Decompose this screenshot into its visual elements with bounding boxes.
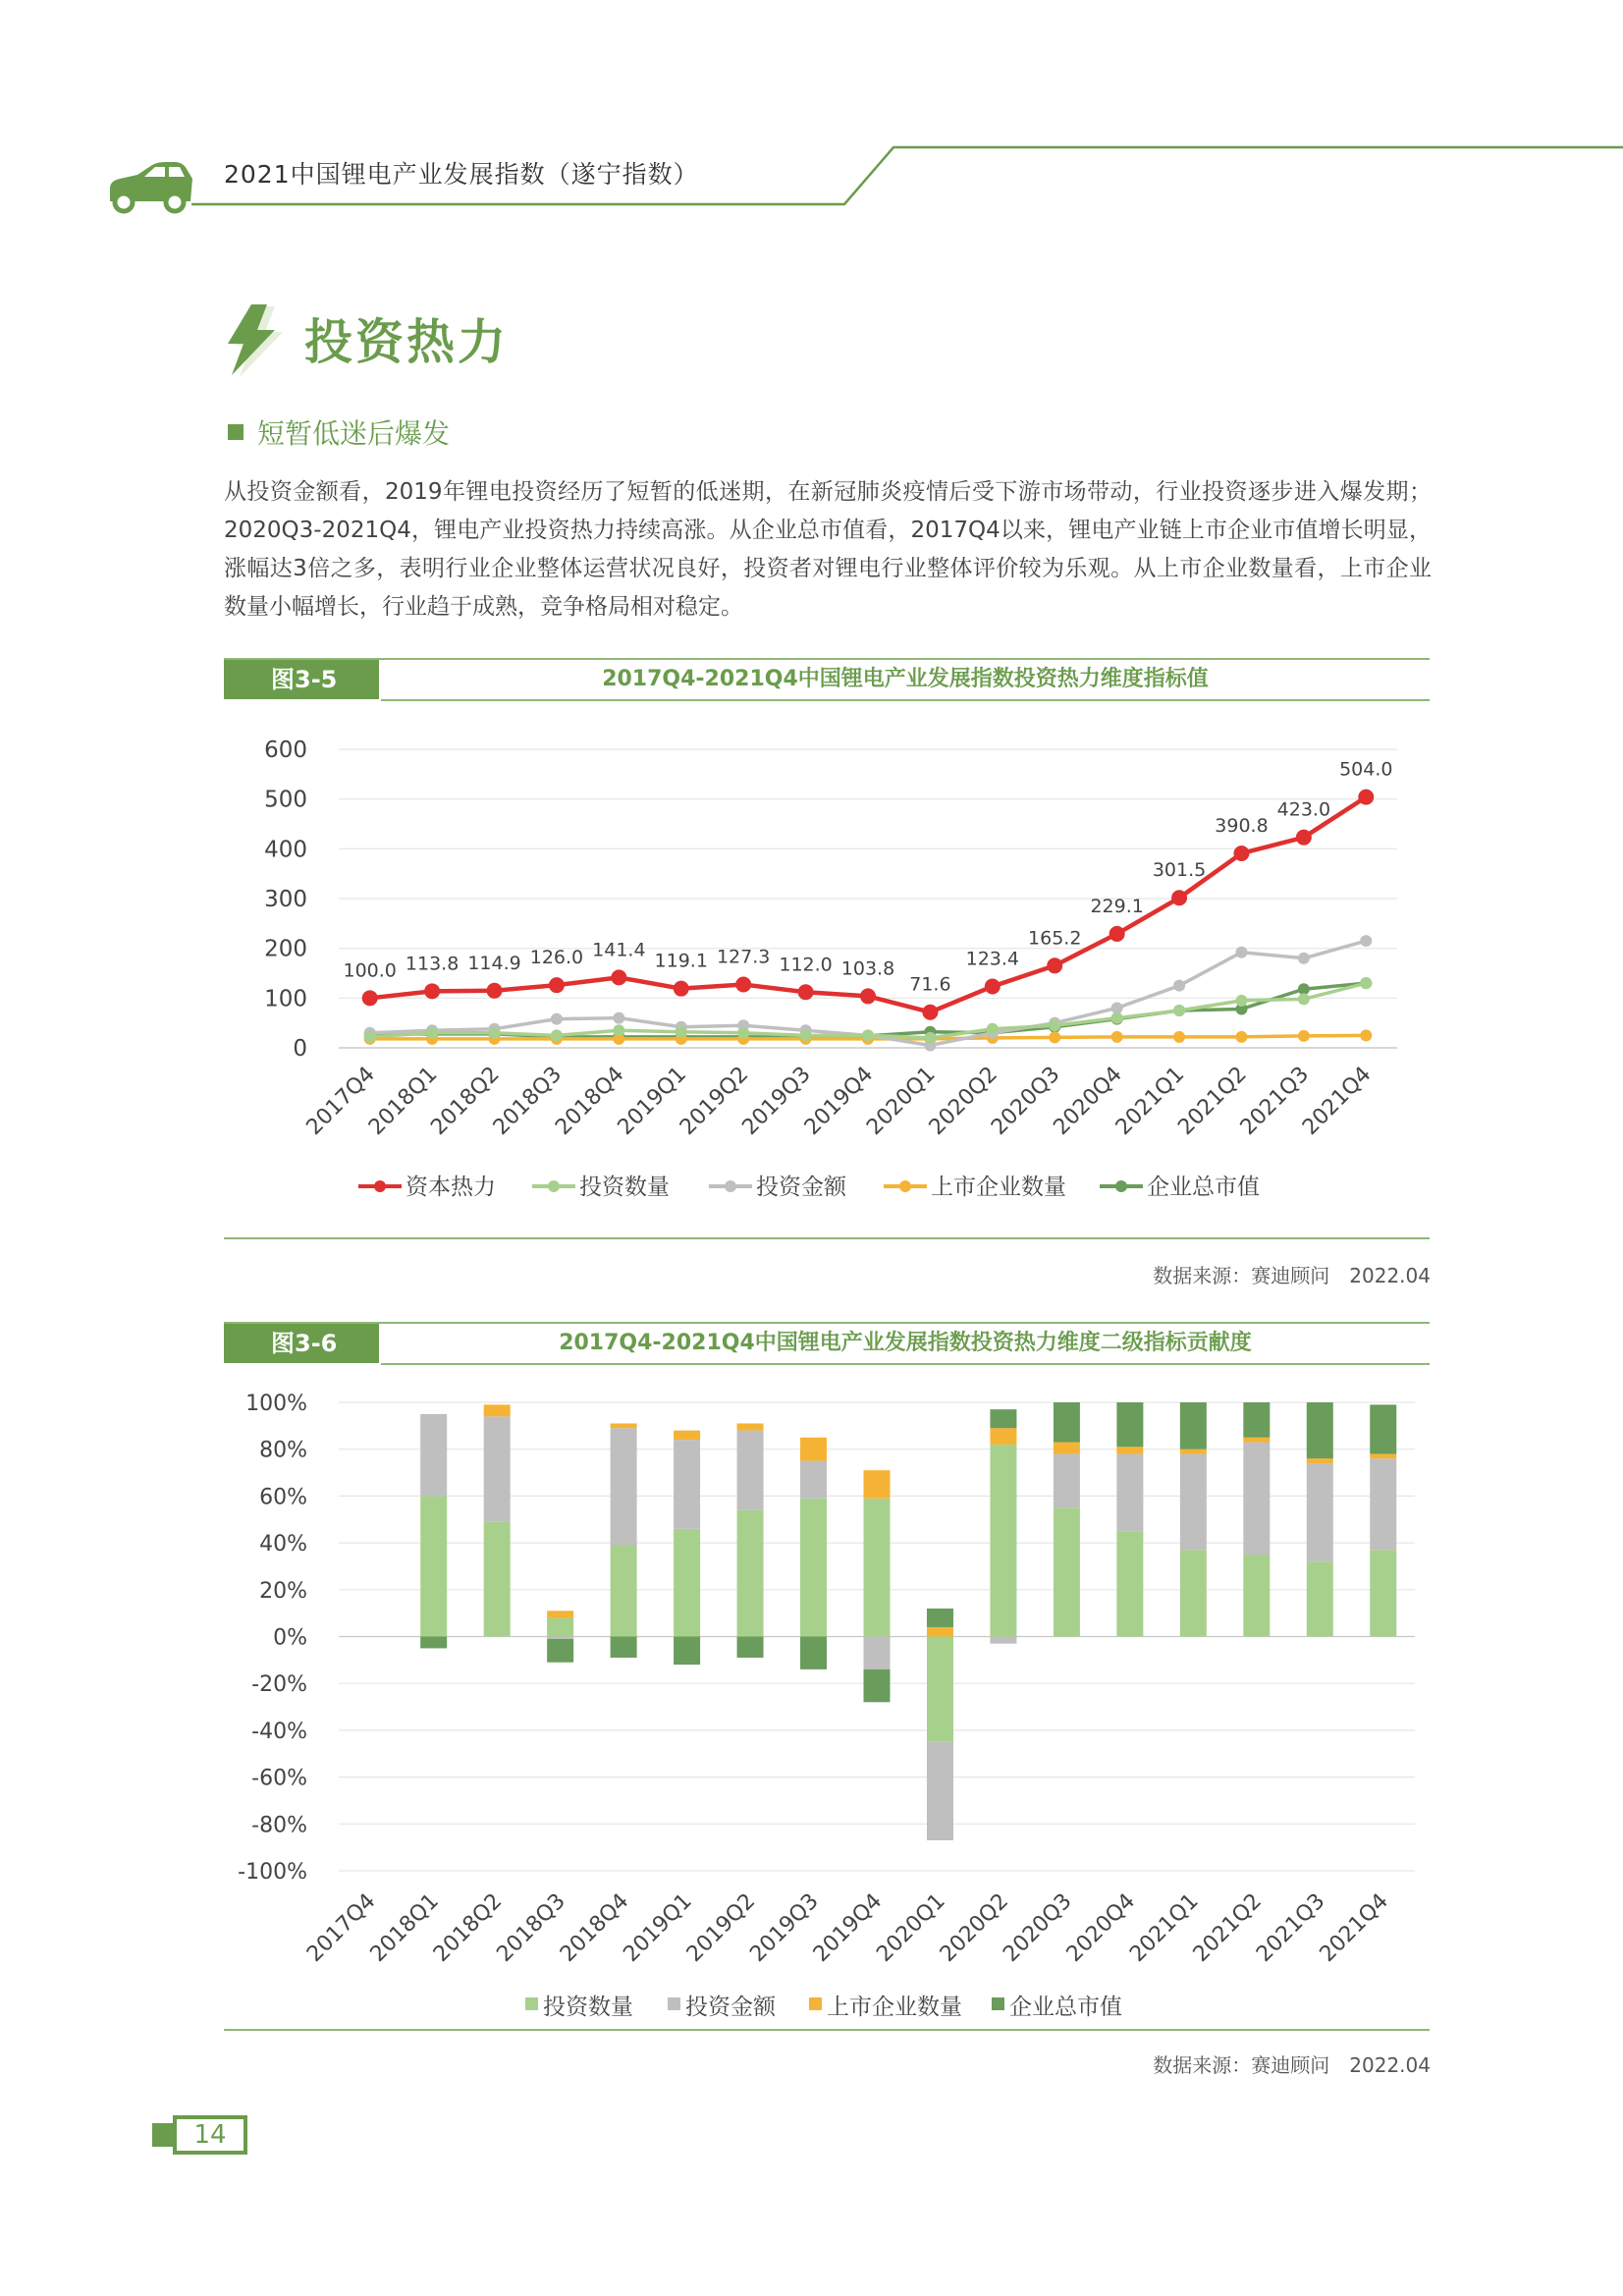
x-tick-label: 2019Q1 [619, 1888, 697, 1967]
data-label: 112.0 [779, 954, 833, 976]
bar-segment [864, 1499, 891, 1637]
bar-segment [1054, 1402, 1080, 1443]
x-tick-label: 2018Q1 [363, 1062, 443, 1140]
data-point [426, 1027, 438, 1039]
bar-segment [927, 1627, 953, 1637]
bar-segment [1054, 1443, 1080, 1454]
data-point [487, 983, 503, 999]
bar-segment [990, 1428, 1016, 1445]
y-tick-label: 200 [264, 936, 307, 962]
bar-segment [674, 1637, 700, 1666]
y-tick-label: -100% [238, 1860, 307, 1885]
data-point [735, 977, 751, 993]
data-point [1047, 957, 1062, 973]
y-tick-label: 60% [259, 1485, 307, 1510]
data-point [1235, 995, 1247, 1007]
data-point [613, 1012, 624, 1024]
bar-segment [1243, 1438, 1270, 1443]
data-point [1298, 953, 1310, 964]
data-label: 126.0 [529, 947, 584, 969]
data-label: 113.8 [405, 953, 460, 975]
bar-segment [484, 1522, 511, 1637]
data-point [1298, 993, 1310, 1005]
bar-segment [611, 1428, 637, 1545]
y-tick-label: 0% [273, 1625, 307, 1651]
bar-segment [1180, 1453, 1207, 1550]
x-tick-label: 2021Q1 [1125, 1888, 1204, 1967]
data-point [1049, 1031, 1060, 1043]
x-tick-label: 2020Q1 [862, 1062, 941, 1140]
bar-segment [547, 1611, 573, 1617]
data-point [1358, 790, 1374, 805]
bar-segment [864, 1637, 891, 1669]
x-tick-label: 2019Q4 [799, 1062, 879, 1140]
figure-source: 数据来源：赛迪顾问 2022.04 [1153, 1264, 1431, 1287]
x-tick-label: 2019Q4 [808, 1888, 888, 1967]
bar-segment [800, 1637, 827, 1669]
x-tick-label: 2018Q2 [426, 1062, 505, 1140]
data-point [551, 1029, 563, 1041]
figure-title-rule [381, 1363, 1430, 1365]
legend-label: 投资金额 [685, 1995, 776, 2020]
x-tick-label: 2019Q3 [737, 1062, 816, 1140]
data-point [613, 1024, 624, 1036]
data-point [1111, 1012, 1123, 1024]
legend-label: 资本热力 [406, 1175, 496, 1200]
bar-segment [1054, 1507, 1080, 1636]
data-point [551, 1013, 563, 1025]
x-tick-label: 2017Q4 [301, 1062, 380, 1140]
bar-segment [674, 1431, 700, 1441]
legend-marker [1115, 1180, 1127, 1192]
x-tick-label: 2018Q1 [365, 1888, 444, 1967]
bar-segment [1243, 1555, 1270, 1636]
legend-label: 投资数量 [543, 1995, 633, 2020]
data-point [362, 990, 378, 1006]
data-label: 165.2 [1028, 927, 1082, 950]
subsection-title: 短暂低迷后爆发 [257, 417, 451, 450]
bar-segment [864, 1470, 891, 1499]
legend-swatch [525, 1997, 538, 2010]
x-tick-label: 2021Q4 [1315, 1888, 1394, 1967]
legend-marker [725, 1180, 736, 1192]
x-tick-label: 2018Q3 [488, 1062, 568, 1140]
y-tick-label: 80% [259, 1438, 307, 1463]
data-point [985, 978, 1001, 994]
data-label: 390.8 [1215, 814, 1269, 837]
x-tick-label: 2019Q2 [681, 1888, 761, 1967]
lightning-bolt-icon [218, 302, 297, 381]
bar-segment [420, 1414, 447, 1496]
data-point [549, 977, 565, 993]
bar-segment [864, 1669, 891, 1702]
bar-segment [927, 1609, 953, 1627]
y-tick-label: -20% [251, 1672, 307, 1698]
data-point [737, 1027, 749, 1039]
battery-tab-icon [152, 2123, 174, 2147]
x-tick-label: 2018Q4 [551, 1062, 629, 1140]
bar-segment [1370, 1404, 1396, 1453]
bar-segment [420, 1496, 447, 1636]
x-tick-label: 2019Q2 [676, 1062, 754, 1140]
document-title: 2021中国锂电产业发展指数（遂宁指数） [224, 160, 699, 189]
bar-segment [737, 1423, 764, 1430]
data-point [862, 1029, 874, 1041]
y-tick-label: -80% [251, 1813, 307, 1838]
bar-segment [611, 1545, 637, 1636]
bar-segment [420, 1637, 447, 1649]
figure-title-rule [381, 699, 1430, 701]
bar-segment [1370, 1458, 1396, 1550]
x-tick-label: 2020Q2 [935, 1888, 1014, 1967]
figure-source: 数据来源：赛迪顾问 2022.04 [1153, 2053, 1431, 2077]
data-point [800, 1029, 812, 1041]
x-tick-label: 2018Q3 [492, 1888, 570, 1967]
data-point [924, 1032, 936, 1044]
y-tick-label: 0 [293, 1036, 307, 1062]
data-point [1360, 1029, 1372, 1041]
bar-segment [1307, 1402, 1333, 1458]
data-label: 123.4 [965, 948, 1020, 970]
bar-segment [1243, 1443, 1270, 1555]
x-tick-label: 2017Q4 [302, 1888, 381, 1967]
subsection-heading [228, 412, 450, 452]
legend-marker [548, 1180, 560, 1192]
legend-label: 投资数量 [579, 1175, 670, 1200]
x-tick-label: 2020Q4 [1061, 1888, 1141, 1967]
legend-label: 企业总市值 [1009, 1995, 1122, 2020]
data-label: 127.3 [716, 946, 771, 968]
data-point [1109, 926, 1125, 942]
bar-segment [611, 1637, 637, 1658]
bar-segment [611, 1423, 637, 1428]
data-point [1360, 935, 1372, 947]
bar-segment [547, 1639, 573, 1663]
data-point [674, 981, 689, 997]
y-tick-label: 100% [245, 1392, 307, 1416]
x-tick-label: 2020Q4 [1049, 1062, 1127, 1140]
data-point [860, 988, 876, 1004]
data-point [798, 984, 814, 1000]
data-label: 141.4 [592, 939, 646, 961]
data-label: 119.1 [654, 950, 708, 972]
figure-title: 2017Q4-2021Q4中国锂电产业发展指数投资热力维度二级指标贡献度 [559, 1331, 1252, 1355]
data-label: 114.9 [467, 952, 521, 974]
data-point [611, 969, 626, 985]
legend-label: 上市企业数量 [827, 1995, 962, 2020]
data-point [1360, 977, 1372, 989]
figure-bottom-rule [224, 2029, 1430, 2031]
bar-segment [1307, 1458, 1333, 1463]
y-tick-label: 300 [264, 887, 307, 912]
data-point [1173, 980, 1185, 992]
x-tick-label: 2018Q4 [555, 1888, 634, 1967]
bar-segment [1370, 1550, 1396, 1636]
y-tick-label: -40% [251, 1719, 307, 1744]
bar-segment [737, 1510, 764, 1637]
y-tick-label: 400 [264, 837, 307, 863]
bar-segment [674, 1529, 700, 1637]
bar-segment [737, 1637, 764, 1658]
page-number: 14 [173, 2115, 247, 2155]
figure-label: 图3-6 [224, 1324, 379, 1363]
data-point [489, 1027, 501, 1039]
bar-segment [990, 1409, 1016, 1428]
section-title: 投资热力 [304, 314, 510, 370]
bar-segment [927, 1637, 953, 1742]
bar-segment [1243, 1402, 1270, 1438]
bar-segment [1180, 1402, 1207, 1449]
data-point [922, 1005, 938, 1020]
legend-swatch [992, 1997, 1004, 2010]
data-label: 301.5 [1152, 859, 1207, 882]
data-point [424, 983, 440, 999]
figure-title: 2017Q4-2021Q4中国锂电产业发展指数投资热力维度指标值 [602, 667, 1209, 691]
data-point [676, 1026, 687, 1038]
line-chart [224, 707, 1430, 1218]
data-label: 423.0 [1276, 798, 1331, 821]
x-tick-label: 2020Q2 [924, 1062, 1003, 1140]
x-tick-label: 2021Q1 [1110, 1062, 1190, 1140]
y-tick-label: 500 [264, 787, 307, 813]
bar-segment [547, 1637, 573, 1639]
x-tick-label: 2021Q3 [1235, 1062, 1315, 1140]
header-graphic [0, 0, 1623, 226]
data-label: 229.1 [1090, 895, 1144, 917]
figure-label: 图3-5 [224, 660, 379, 699]
bar-segment [1116, 1531, 1143, 1636]
bar-segment [1116, 1447, 1143, 1453]
legend-marker [374, 1180, 386, 1192]
legend-label: 投资金额 [756, 1175, 846, 1200]
x-tick-label: 2020Q1 [872, 1888, 950, 1967]
x-tick-label: 2019Q1 [613, 1062, 692, 1140]
bar-segment [990, 1637, 1016, 1644]
x-tick-label: 2021Q2 [1173, 1062, 1252, 1140]
bar-segment [800, 1499, 827, 1637]
data-point [1049, 1019, 1060, 1031]
x-tick-label: 2021Q2 [1188, 1888, 1268, 1967]
y-tick-label: 600 [264, 738, 307, 763]
x-tick-label: 2018Q2 [429, 1888, 508, 1967]
data-point [1296, 830, 1312, 846]
bar-segment [1116, 1402, 1143, 1447]
data-point [1173, 1005, 1185, 1016]
bar-segment [737, 1431, 764, 1510]
y-tick-label: 40% [259, 1532, 307, 1558]
bar-segment [800, 1461, 827, 1499]
y-tick-label: 20% [259, 1578, 307, 1604]
legend-swatch [668, 1997, 680, 2010]
y-tick-label: -60% [251, 1766, 307, 1791]
stacked-bar-chart [224, 1370, 1430, 2038]
bar-segment [800, 1438, 827, 1461]
data-point [987, 1023, 999, 1035]
figure-bottom-rule [224, 1237, 1430, 1239]
bar-segment [1370, 1453, 1396, 1458]
bar-segment [1307, 1561, 1333, 1636]
data-point [1171, 890, 1187, 905]
bar-segment [1180, 1449, 1207, 1454]
legend-marker [899, 1180, 911, 1192]
data-point [1173, 1031, 1185, 1043]
bar-segment [927, 1742, 953, 1840]
bar-segment [484, 1416, 511, 1521]
data-point [1111, 1031, 1123, 1043]
legend-swatch [809, 1997, 822, 2010]
y-tick-label: 100 [264, 986, 307, 1012]
square-bullet-icon [228, 424, 243, 440]
car-icon [110, 162, 192, 211]
x-tick-label: 2021Q4 [1298, 1062, 1377, 1140]
x-tick-label: 2020Q3 [999, 1888, 1077, 1967]
bar-segment [1054, 1453, 1080, 1507]
legend-label: 企业总市值 [1147, 1175, 1260, 1200]
data-label: 100.0 [343, 959, 397, 982]
x-tick-label: 2021Q3 [1252, 1888, 1330, 1967]
data-point [1235, 1031, 1247, 1043]
bar-segment [1116, 1453, 1143, 1531]
data-label: 103.8 [840, 957, 895, 980]
bar-segment [990, 1445, 1016, 1637]
bar-segment [1307, 1463, 1333, 1561]
data-point [364, 1031, 376, 1043]
bar-segment [547, 1617, 573, 1636]
data-point [1235, 947, 1247, 958]
x-tick-label: 2020Q3 [987, 1062, 1065, 1140]
bar-segment [1180, 1550, 1207, 1636]
bar-segment [484, 1404, 511, 1416]
data-label: 504.0 [1339, 758, 1393, 781]
legend-label: 上市企业数量 [931, 1175, 1066, 1200]
x-tick-label: 2019Q3 [745, 1888, 824, 1967]
data-point [1233, 846, 1249, 861]
body-paragraph: 从投资金额看，2019年锂电投资经历了短暂的低迷期，在新冠肺炎疫情后受下游市场带动，行业投资逐步进入爆发期；2020Q3-2021Q4，锂电产业投资热力持续高涨。从企业总市值看，2017Q4以来，锂电产业链上市企业市值增长明显，涨幅达3倍之多，表明行业企业整体运营状况良好，投资者对锂电行业整体评价较为乐观。从上市企业数量看，上市企业数量小幅增长，行业趋于成熟，竞争格局相对稳定。 [224, 479, 1432, 620]
data-label: 71.6 [909, 973, 951, 996]
data-point [1298, 1030, 1310, 1042]
bar-segment [674, 1440, 700, 1529]
